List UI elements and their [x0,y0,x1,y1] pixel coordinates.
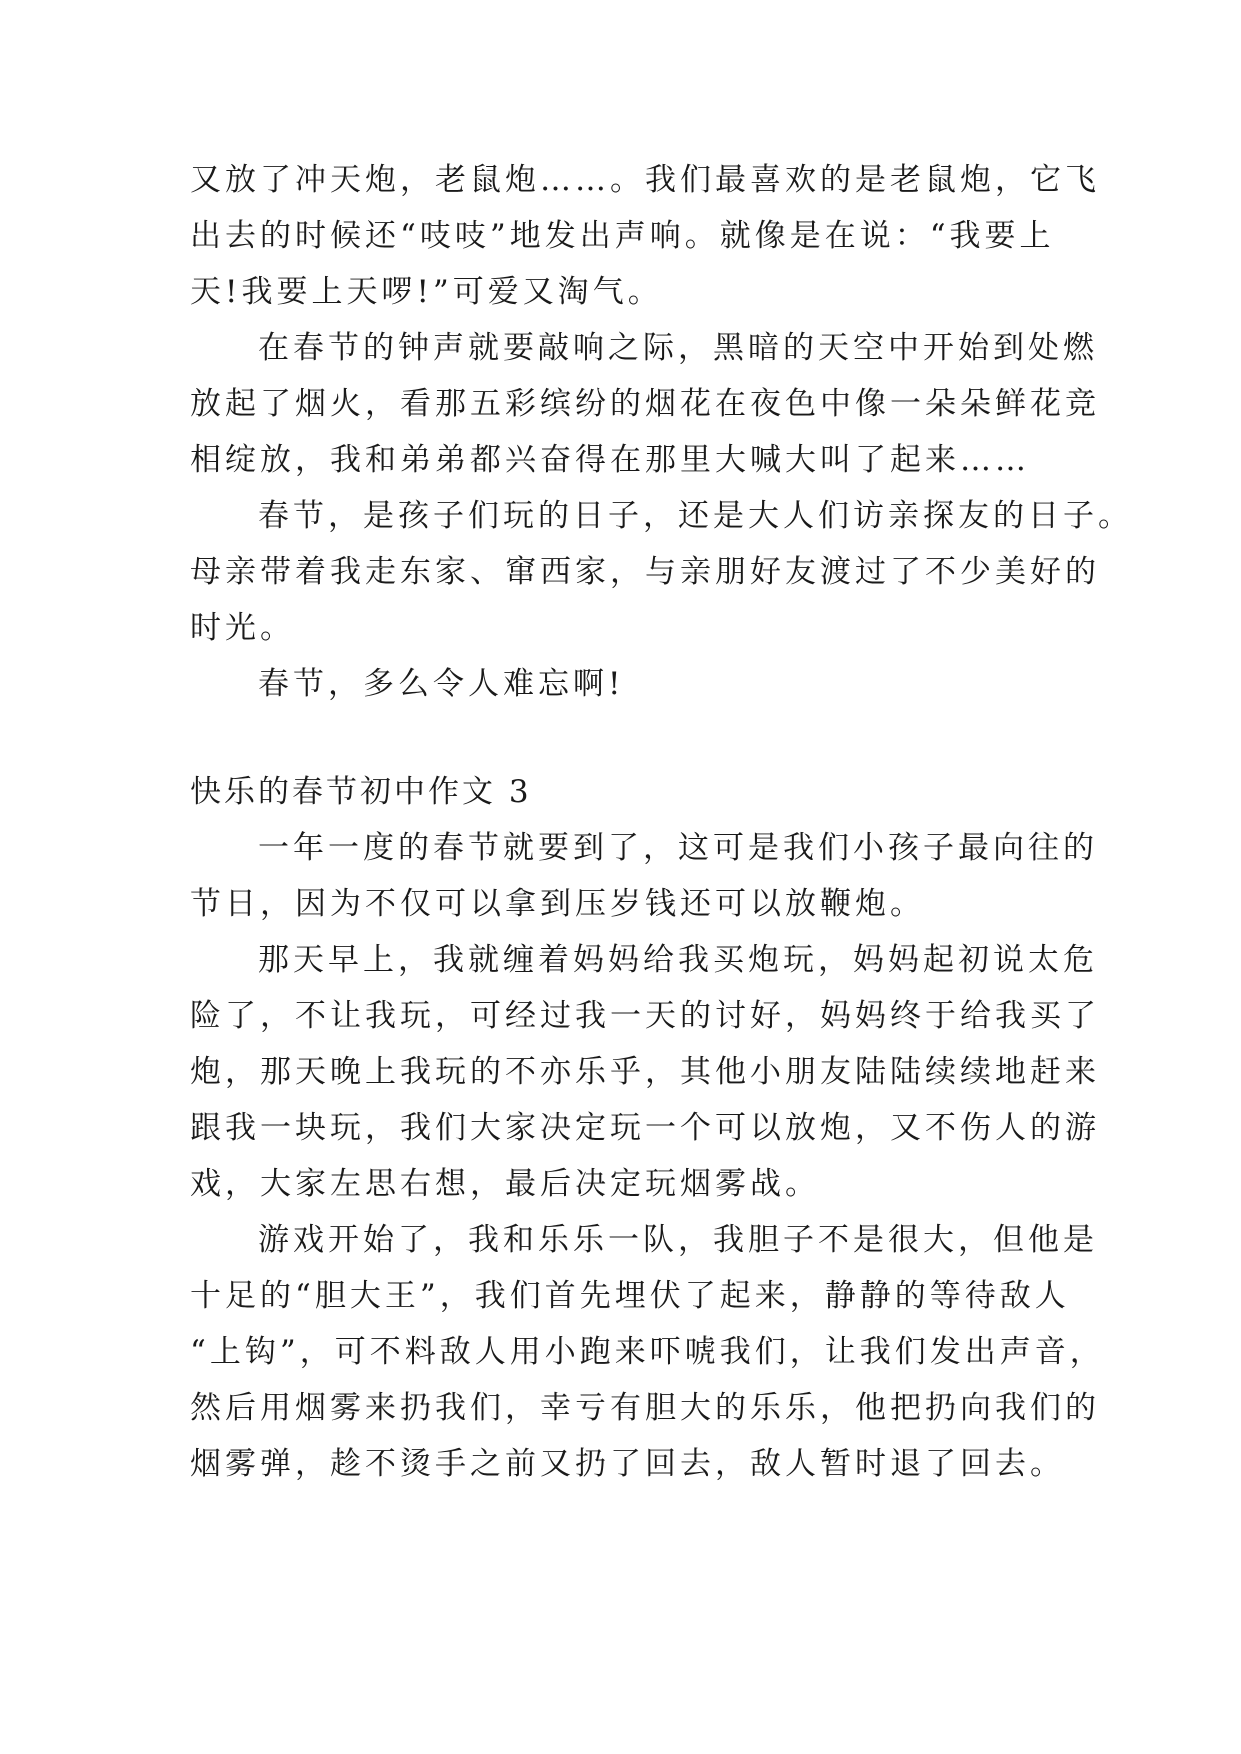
paragraph-first-line: 游戏开始了，我和乐乐一队，我胆子不是很大，但他是 [258,1222,1098,1258]
text-line: 炮，那天晚上我玩的不亦乐乎，其他小朋友陆陆续续地赶来 [190,1054,1100,1090]
section-heading: 快乐的春节初中作文 3 [190,774,532,810]
text-line: 时光。 [190,610,295,646]
text-line: 烟雾弹，趁不烫手之前又扔了回去，敌人暂时退了回去。 [190,1446,1065,1482]
paragraph-first-line: 在春节的钟声就要敲响之际，黑暗的天空中开始到处燃 [258,330,1098,366]
text-line: 又放了冲天炮，老鼠炮……。我们最喜欢的是老鼠炮，它飞 [190,162,1100,198]
paragraph-first-line: 一年一度的春节就要到了，这可是我们小孩子最向往的 [258,830,1098,866]
text-line: 母亲带着我走东家、窜西家，与亲朋好友渡过了不少美好的 [190,554,1100,590]
paragraph-first-line: 春节，是孩子们玩的日子，还是大人们访亲探友的日子。 [258,498,1133,534]
text-line: 戏，大家左思右想，最后决定玩烟雾战。 [190,1166,820,1202]
text-line: 放起了烟火，看那五彩缤纷的烟花在夜色中像一朵朵鲜花竞 [190,386,1100,422]
text-line: 节日，因为不仅可以拿到压岁钱还可以放鞭炮。 [190,886,925,922]
paragraph-first-line: 那天早上，我就缠着妈妈给我买炮玩，妈妈起初说太危 [258,942,1098,978]
text-line: 险了，不让我玩，可经过我一天的讨好，妈妈终于给我买了 [190,998,1100,1034]
text-line: “上钩”，可不料敌人用小跑来吓唬我们，让我们发出声音， [190,1334,1105,1370]
text-line: 然后用烟雾来扔我们，幸亏有胆大的乐乐，他把扔向我们的 [190,1390,1100,1426]
text-line: 相绽放，我和弟弟都兴奋得在那里大喊大叫了起来…… [190,442,1030,478]
text-line: 出去的时候还“吱吱”地发出声响。就像是在说：“我要上 [190,218,1055,254]
text-line: 十足的“胆大王”，我们首先埋伏了起来，静静的等待敌人 [190,1278,1070,1314]
text-line: 天!我要上天啰!”可爱又淘气。 [190,274,663,310]
paragraph-first-line: 春节，多么令人难忘啊! [258,666,625,702]
text-line: 跟我一块玩，我们大家决定玩一个可以放炮，又不伤人的游 [190,1110,1100,1146]
